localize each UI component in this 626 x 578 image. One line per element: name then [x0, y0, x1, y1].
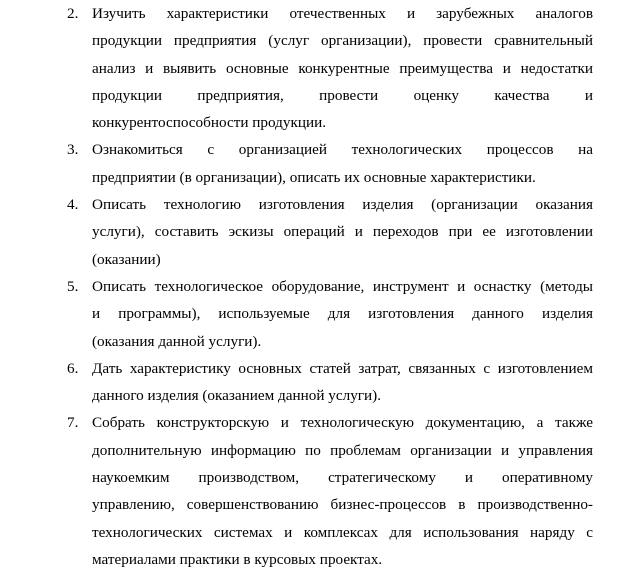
text-line: Дать характеристику основных статей затрат, связанных с изготовлением	[92, 359, 593, 377]
item-number: 3.	[67, 141, 79, 159]
text-line: конкурентоспособности продукции.	[92, 114, 327, 132]
text-line: продукции предприятия, провести оценку качества и	[92, 86, 593, 104]
text-line: технологических системах и комплексах для использования наряду с	[92, 523, 593, 541]
item-text	[92, 0, 593, 136]
text-line: Изучить характеристики отечественных и зарубежных аналогов	[92, 5, 593, 22]
text-line: услуги), составить эскизы операций и переходов при ее изготовлении	[92, 223, 593, 241]
item-text	[92, 191, 593, 273]
text-line: Описать технологическое оборудование, инструмент и оснастку (методы	[92, 277, 593, 295]
text-line: Собрать конструкторскую и технологическую документацию, а также	[92, 414, 593, 432]
text-line: материалами практики в курсовых проектах.	[92, 550, 383, 568]
text-line: продукции предприятия (услуг организации), провести сравнительный	[92, 32, 593, 50]
item-text	[92, 409, 593, 573]
list-item	[0, 136, 626, 191]
item-number: 5.	[67, 277, 79, 295]
item-number: 4.	[67, 196, 79, 214]
text-line: данного изделия (оказанием данной услуги).	[92, 387, 382, 405]
text-line: и программы), используемые для изготовления данного изделия	[92, 305, 593, 323]
text-line: (оказании)	[92, 250, 161, 268]
list-item	[0, 273, 626, 355]
text-line: наукоемким производством, стратегическому и оперативному	[92, 469, 593, 487]
item-number: 7.	[67, 414, 79, 432]
item-number: 6.	[67, 359, 79, 377]
list-item	[0, 0, 626, 136]
list-item	[0, 191, 626, 273]
item-text	[92, 273, 593, 355]
text-line: (оказания данной услуги).	[92, 332, 262, 350]
text-line: предприятии (в организации), описать их основные характеристики.	[92, 168, 536, 186]
text-line: анализ и выявить основные конкурентные преимущества и недостатки	[92, 59, 593, 77]
text-line: Ознакомиться с организацией технологических процессов на	[92, 141, 593, 159]
item-text	[92, 136, 593, 191]
item-number: 2.	[67, 5, 79, 22]
item-text	[92, 355, 593, 410]
text-line: Описать технологию изготовления изделия (организации оказания	[92, 196, 593, 214]
list-item	[0, 355, 626, 410]
text-line: управлению, совершенствованию бизнес-процессов в производственно-	[92, 496, 593, 514]
list-item	[0, 409, 626, 573]
text-line: дополнительную информацию по проблемам организации и управления	[92, 441, 593, 459]
